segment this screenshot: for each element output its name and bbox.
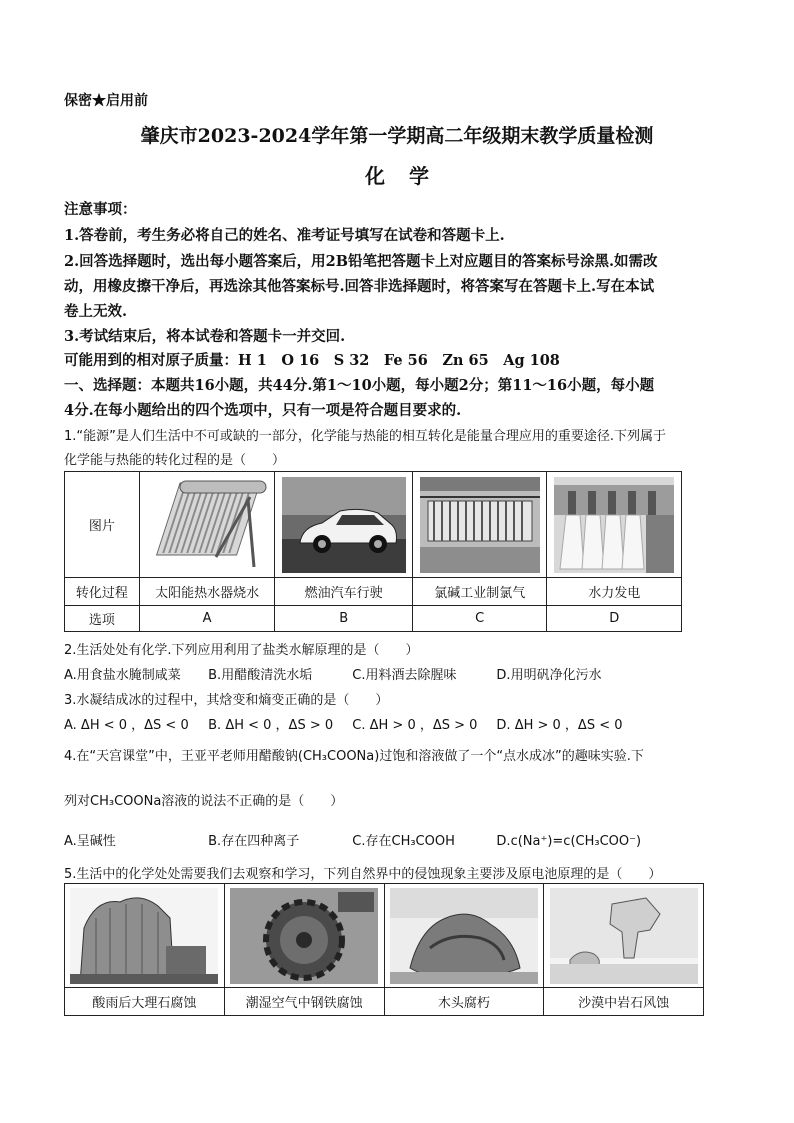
q5-caption-a: 酸雨后大理石腐蚀 [65,988,225,1016]
hydropower-dam-image [554,477,674,573]
q2-stem: 2.生活处处有化学.下列应用利用了盐类水解原理的是（ ） [64,643,419,658]
q5-caption-d: 沙漠中岩石风蚀 [544,988,704,1016]
q4-options [64,830,641,849]
q1-stem-line-1: 1.“能源”是人们生活中不可或缺的一部分，化学能与热能的相互转化是能量合理应用的重要途径.下列属于 [64,429,667,444]
q1-row-label-process: 转化过程 [65,578,140,606]
chlor-alkali-plant-image [420,477,540,573]
q3-option-a: A. ΔH < 0 ，ΔS < 0 [64,718,189,733]
q3-option-b: B. ΔH < 0 ，ΔS > 0 [208,718,334,733]
desert-rock-image [550,888,698,984]
q1-image-hydropower [547,472,682,578]
q1-process-a: 太阳能热水器烧水 [139,578,275,606]
q4-option-c: C.存在CH₃COOH [352,834,455,849]
q3-stem: 3.水凝结成冰的过程中，其焓变和熵变正确的是（ ） [64,693,389,708]
q1-table [64,471,682,632]
section-1-line-2: 4分.在每小题给出的四个选项中，只有一项是符合题目要求的. [64,402,462,419]
q4-stem-line-2: 列对CH₃COONa溶液的说法不正确的是（ ） [64,794,344,809]
q1-row-label-image: 图片 [65,472,140,578]
note-2-line-1: 2.回答选择题时，选出每小题答案后，用2B铅笔把答题卡上对应题目的答案标号涂黑.如需改 [64,253,658,270]
rusted-gear-image [230,888,378,984]
q4-stem-line-1: 4.在“天宫课堂”中，王亚平老师用醋酸钠(CH₃COONa)过饱和溶液做了一个“点水成冰”的趣味实验.下 [64,749,644,764]
q5-image-steel [224,884,384,988]
q1-option-d: D [547,606,682,632]
q3-option-c: C. ΔH > 0 ，ΔS > 0 [352,718,478,733]
note-3: 3.考试结束后，将本试卷和答题卡一并交回. [64,328,346,345]
q1-option-b: B [275,606,413,632]
q3-option-d: D. ΔH > 0 ，ΔS < 0 [496,718,623,733]
q1-process-b: 燃油汽车行驶 [275,578,413,606]
q1-image-solar [139,472,275,578]
q2-option-a: A.用食盐水腌制咸菜 [64,668,181,683]
confidential-label: 保密★启用前 [64,93,148,109]
q1-process-d: 水力发电 [547,578,682,606]
note-2-line-3: 卷上无效. [64,303,128,320]
section-1-line-1: 一、选择题：本题共16小题，共44分.第1～10小题，每小题2分；第11～16小题，每小题 [64,377,655,394]
q2-option-b: B.用醋酸清洗水垢 [208,668,313,683]
q2-options [64,664,602,683]
q5-image-marble [65,884,225,988]
q1-image-car [275,472,413,578]
rotting-wood-image [390,888,538,984]
atomic-masses: 可能用到的相对原子质量：H 1 O 16 S 32 Fe 56 Zn 65 Ag 108 [64,352,560,369]
note-2-line-2: 动，用橡皮擦干净后，再选涂其他答案标号.回答非选择题时，将答案写在答题卡上.写在本试 [64,278,655,295]
q5-image-wood [384,884,544,988]
q1-option-a: A [139,606,275,632]
notes-heading: 注意事项： [64,201,137,218]
exam-title: 肇庆市2023-2024学年第一学期高二年级期末教学质量检测 [140,125,654,147]
solar-water-heater-image [146,477,268,573]
car-driving-image [282,477,406,573]
q5-table [64,883,704,1016]
q1-option-c: C [412,606,547,632]
q5-caption-b: 潮湿空气中钢铁腐蚀 [224,988,384,1016]
q4-option-d: D.c(Na⁺)=c(CH₃COO⁻) [496,834,642,849]
q5-image-rock [544,884,704,988]
q1-process-c: 氯碱工业制氯气 [412,578,547,606]
q4-option-b: B.存在四种离子 [208,834,300,849]
q1-stem-line-2: 化学能与热能的转化过程的是（ ） [64,453,286,468]
q2-option-c: C.用料酒去除腥味 [352,668,457,683]
marble-corrosion-image [70,888,218,984]
q1-row-label-option: 选项 [65,606,140,632]
q5-caption-c: 木头腐朽 [384,988,544,1016]
note-1: 1.答卷前，考生务必将自己的姓名、准考证号填写在试卷和答题卡上. [64,227,505,244]
q1-image-chlor-alkali [412,472,547,578]
subject-title: 化学 [365,164,453,188]
q2-option-d: D.用明矾净化污水 [496,668,602,683]
q3-options [64,714,623,733]
q4-option-a: A.呈碱性 [64,834,116,849]
q5-stem: 5.生活中的化学处处需要我们去观察和学习，下列自然界中的侵蚀现象主要涉及原电池原理的是（ ） [64,867,662,882]
